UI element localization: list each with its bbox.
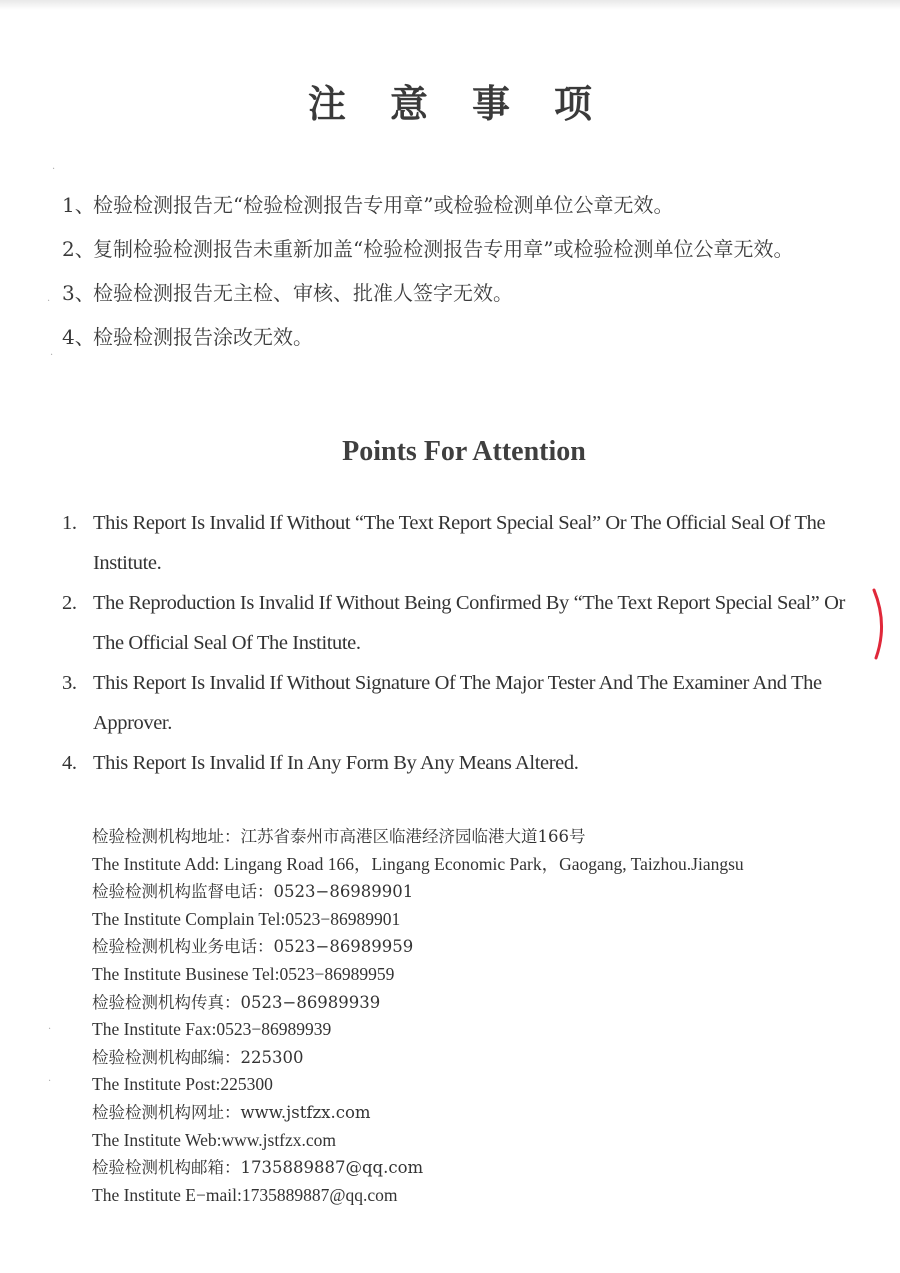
item-text: 复制检验检测报告未重新加盖“检验检测报告专用章”或检验检测单位公章无效。: [93, 237, 794, 261]
item-text: 检验检测报告无“检验检测报告专用章”或检验检测单位公章无效。: [93, 193, 674, 217]
item-number: 4.: [62, 752, 77, 774]
chinese-notice-item: [62, 227, 852, 271]
item-number: 3、: [62, 281, 95, 305]
contact-fax-en: The Institute Fax:0523−86989939: [92, 1019, 332, 1040]
item-text: 检验检测报告涂改无效。: [93, 325, 313, 349]
scan-speck-icon: ·: [48, 1076, 52, 1087]
chinese-notice-item: [62, 271, 852, 315]
item-text: 检验检测报告无主检、审核、批准人签字无效。: [93, 281, 513, 305]
english-notice-item: [62, 663, 852, 743]
contact-business-tel-cn: 检验检测机构业务电话：0523−86989959: [92, 937, 414, 957]
item-number: 1、: [62, 193, 95, 217]
english-notice-item: [62, 743, 852, 783]
contact-email-en: The Institute E−mail:1735889887@qq.com: [92, 1184, 398, 1205]
scan-speck-icon: ·: [48, 1024, 52, 1035]
item-text: This Report Is Invalid If Without Signature Of The Major Tester And The Examiner And The Approver.: [93, 672, 822, 734]
contact-post-en: The Institute Post:225300: [92, 1074, 273, 1095]
english-notice-item: [62, 503, 852, 583]
chinese-notice-item: [62, 315, 852, 359]
contact-address-cn: 检验检测机构地址：江苏省泰州市高港区临港经济园临港大道166号: [92, 827, 586, 846]
contact-web-cn: 检验检测机构网址：www.jstfzx.com: [92, 1102, 371, 1122]
contact-post-cn: 检验检测机构邮编：225300: [92, 1047, 304, 1067]
item-number: 4、: [62, 325, 95, 349]
item-text: The Reproduction Is Invalid If Without Being Confirmed By “The Text Report Special Seal” Or The Official Seal Of The Institute.: [93, 592, 845, 654]
chinese-notice-item: [62, 183, 852, 227]
scan-speck-icon: ·: [52, 164, 56, 175]
contact-fax-cn: 检验检测机构传真：0523−86989939: [92, 992, 381, 1012]
chinese-notice-list: [62, 183, 852, 359]
chinese-title: 注意事项: [307, 82, 636, 126]
contact-complain-tel-en: The Institute Complain Tel:0523−86989901: [92, 908, 401, 929]
contact-web-en: The Institute Web:www.jstfzx.com: [92, 1129, 337, 1150]
item-text: This Report Is Invalid If In Any Form By Any Means Altered.: [93, 752, 579, 774]
scan-edge: [0, 0, 900, 10]
item-number: 2、: [62, 237, 95, 261]
item-text: This Report Is Invalid If Without “The Text Report Special Seal” Or The Official Seal Of The Institute.: [93, 512, 826, 574]
item-number: 1.: [62, 512, 77, 534]
english-notice-list: [62, 503, 852, 783]
contact-complain-tel-cn: 检验检测机构监督电话：0523−86989901: [92, 882, 414, 902]
contact-address-en: The Institute Add: Lingang Road 166，Lingang Economic Park，Gaogang, Taizhou.Jiangsu: [92, 853, 744, 874]
item-number: 3.: [62, 672, 77, 694]
scan-speck-icon: ·: [47, 296, 51, 307]
seal-edge-icon: [868, 588, 892, 660]
item-number: 2.: [62, 592, 77, 614]
contact-business-tel-en: The Institute Businese Tel:0523−86989959: [92, 963, 395, 984]
contact-info-list: [92, 823, 862, 1209]
contact-email-cn: 检验检测机构邮箱：1735889887@qq.com: [92, 1158, 424, 1178]
english-notice-item: [62, 583, 852, 663]
english-title: Points For Attention: [342, 436, 586, 467]
scan-speck-icon: ·: [50, 350, 54, 361]
